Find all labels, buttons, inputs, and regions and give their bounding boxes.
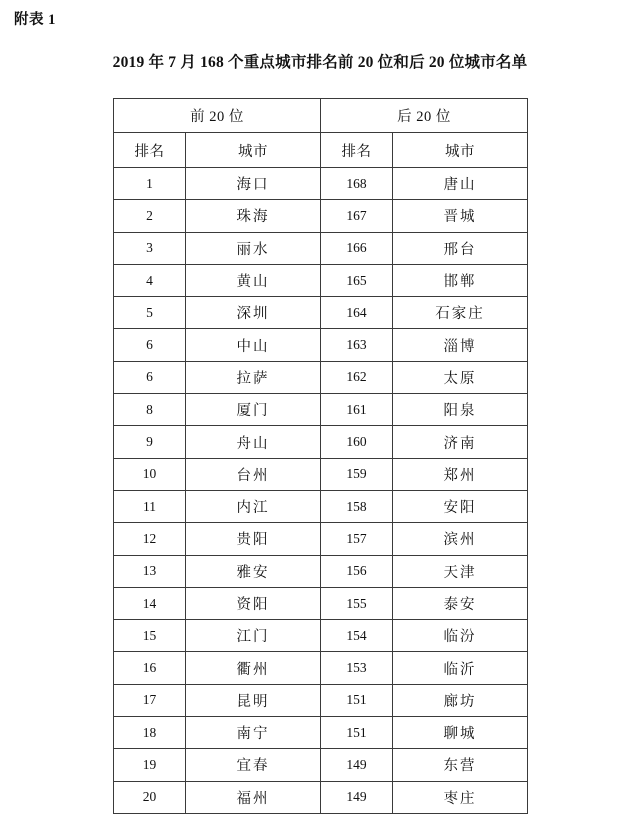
cell-top-city: 海口 [186, 168, 321, 200]
cell-bottom-rank: 149 [321, 781, 393, 813]
cell-bottom-rank: 151 [321, 684, 393, 716]
cell-top-city: 厦门 [186, 394, 321, 426]
cell-bottom-city: 太原 [393, 361, 528, 393]
table-row [114, 232, 528, 264]
cell-bottom-rank: 149 [321, 749, 393, 781]
table-row [114, 168, 528, 200]
cell-bottom-city: 阳泉 [393, 394, 528, 426]
cell-bottom-rank: 151 [321, 717, 393, 749]
page-title: 2019 年 7 月 168 个重点城市排名前 20 位和后 20 位城市名单 [112, 54, 528, 71]
cell-top-rank: 11 [114, 490, 186, 522]
column-header-top-rank: 排名 [114, 133, 186, 168]
cell-top-city: 拉萨 [186, 361, 321, 393]
cell-top-rank: 3 [114, 232, 186, 264]
cell-top-rank: 14 [114, 587, 186, 619]
cell-bottom-rank: 162 [321, 361, 393, 393]
table-row [114, 620, 528, 652]
cell-bottom-rank: 154 [321, 620, 393, 652]
table-row [114, 361, 528, 393]
cell-top-rank: 6 [114, 329, 186, 361]
table-row [114, 264, 528, 296]
cell-bottom-city: 聊城 [393, 717, 528, 749]
cell-top-rank: 12 [114, 523, 186, 555]
cell-top-rank: 8 [114, 394, 186, 426]
cell-top-rank: 5 [114, 297, 186, 329]
cell-top-city: 福州 [186, 781, 321, 813]
column-header-bottom-rank: 排名 [321, 133, 393, 168]
cell-bottom-city: 泰安 [393, 587, 528, 619]
cell-bottom-rank: 156 [321, 555, 393, 587]
group-header-bottom20: 后 20 位 [321, 99, 528, 133]
table-row [114, 555, 528, 587]
cell-top-rank: 10 [114, 458, 186, 490]
cell-bottom-city: 郑州 [393, 458, 528, 490]
cell-top-rank: 17 [114, 684, 186, 716]
table-row [114, 394, 528, 426]
table-row [114, 426, 528, 458]
table-group-header-row [114, 99, 528, 133]
table-row [114, 523, 528, 555]
table-row [114, 458, 528, 490]
cell-top-city: 江门 [186, 620, 321, 652]
table-row [114, 587, 528, 619]
cell-top-city: 丽水 [186, 232, 321, 264]
appendix-label: 附表 1 [14, 12, 56, 28]
cell-bottom-rank: 158 [321, 490, 393, 522]
cell-top-rank: 16 [114, 652, 186, 684]
cell-bottom-city: 邯郸 [393, 264, 528, 296]
table-column-header-row [114, 133, 528, 168]
cell-bottom-city: 天津 [393, 555, 528, 587]
cell-bottom-city: 滨州 [393, 523, 528, 555]
cell-bottom-city: 临汾 [393, 620, 528, 652]
table-row [114, 200, 528, 232]
cell-top-city: 珠海 [186, 200, 321, 232]
cell-top-city: 贵阳 [186, 523, 321, 555]
cell-bottom-city: 晋城 [393, 200, 528, 232]
cell-top-city: 舟山 [186, 426, 321, 458]
cell-bottom-rank: 165 [321, 264, 393, 296]
cell-top-rank: 2 [114, 200, 186, 232]
table-body [114, 168, 528, 814]
cell-top-rank: 19 [114, 749, 186, 781]
table-row [114, 297, 528, 329]
cell-bottom-rank: 164 [321, 297, 393, 329]
cell-top-rank: 20 [114, 781, 186, 813]
cell-top-rank: 4 [114, 264, 186, 296]
cell-bottom-city: 唐山 [393, 168, 528, 200]
column-header-bottom-city: 城市 [393, 133, 528, 168]
cell-bottom-rank: 166 [321, 232, 393, 264]
ranking-table-container [113, 98, 527, 814]
table-row [114, 781, 528, 813]
cell-bottom-rank: 168 [321, 168, 393, 200]
table-row [114, 490, 528, 522]
cell-bottom-city: 安阳 [393, 490, 528, 522]
cell-top-city: 台州 [186, 458, 321, 490]
cell-top-city: 内江 [186, 490, 321, 522]
cell-bottom-rank: 160 [321, 426, 393, 458]
cell-bottom-city: 济南 [393, 426, 528, 458]
group-header-top20: 前 20 位 [114, 99, 321, 133]
ranking-table [113, 98, 528, 814]
cell-bottom-city: 临沂 [393, 652, 528, 684]
cell-top-city: 黄山 [186, 264, 321, 296]
cell-top-rank: 9 [114, 426, 186, 458]
cell-top-city: 宜春 [186, 749, 321, 781]
cell-top-city: 昆明 [186, 684, 321, 716]
cell-bottom-city: 淄博 [393, 329, 528, 361]
table-row [114, 717, 528, 749]
table-row [114, 329, 528, 361]
cell-top-rank: 13 [114, 555, 186, 587]
cell-bottom-city: 石家庄 [393, 297, 528, 329]
cell-bottom-city: 邢台 [393, 232, 528, 264]
cell-top-city: 资阳 [186, 587, 321, 619]
cell-top-city: 深圳 [186, 297, 321, 329]
cell-bottom-rank: 155 [321, 587, 393, 619]
column-header-top-city: 城市 [186, 133, 321, 168]
table-row [114, 749, 528, 781]
cell-top-city: 中山 [186, 329, 321, 361]
table-row [114, 652, 528, 684]
cell-top-city: 雅安 [186, 555, 321, 587]
cell-bottom-rank: 161 [321, 394, 393, 426]
cell-top-rank: 1 [114, 168, 186, 200]
cell-top-rank: 6 [114, 361, 186, 393]
cell-bottom-city: 廊坊 [393, 684, 528, 716]
cell-bottom-rank: 159 [321, 458, 393, 490]
cell-bottom-rank: 163 [321, 329, 393, 361]
table-row [114, 684, 528, 716]
cell-top-rank: 15 [114, 620, 186, 652]
cell-bottom-rank: 167 [321, 200, 393, 232]
cell-top-city: 南宁 [186, 717, 321, 749]
cell-bottom-rank: 157 [321, 523, 393, 555]
cell-bottom-city: 东营 [393, 749, 528, 781]
cell-top-city: 衢州 [186, 652, 321, 684]
cell-bottom-city: 枣庄 [393, 781, 528, 813]
cell-top-rank: 18 [114, 717, 186, 749]
cell-bottom-rank: 153 [321, 652, 393, 684]
